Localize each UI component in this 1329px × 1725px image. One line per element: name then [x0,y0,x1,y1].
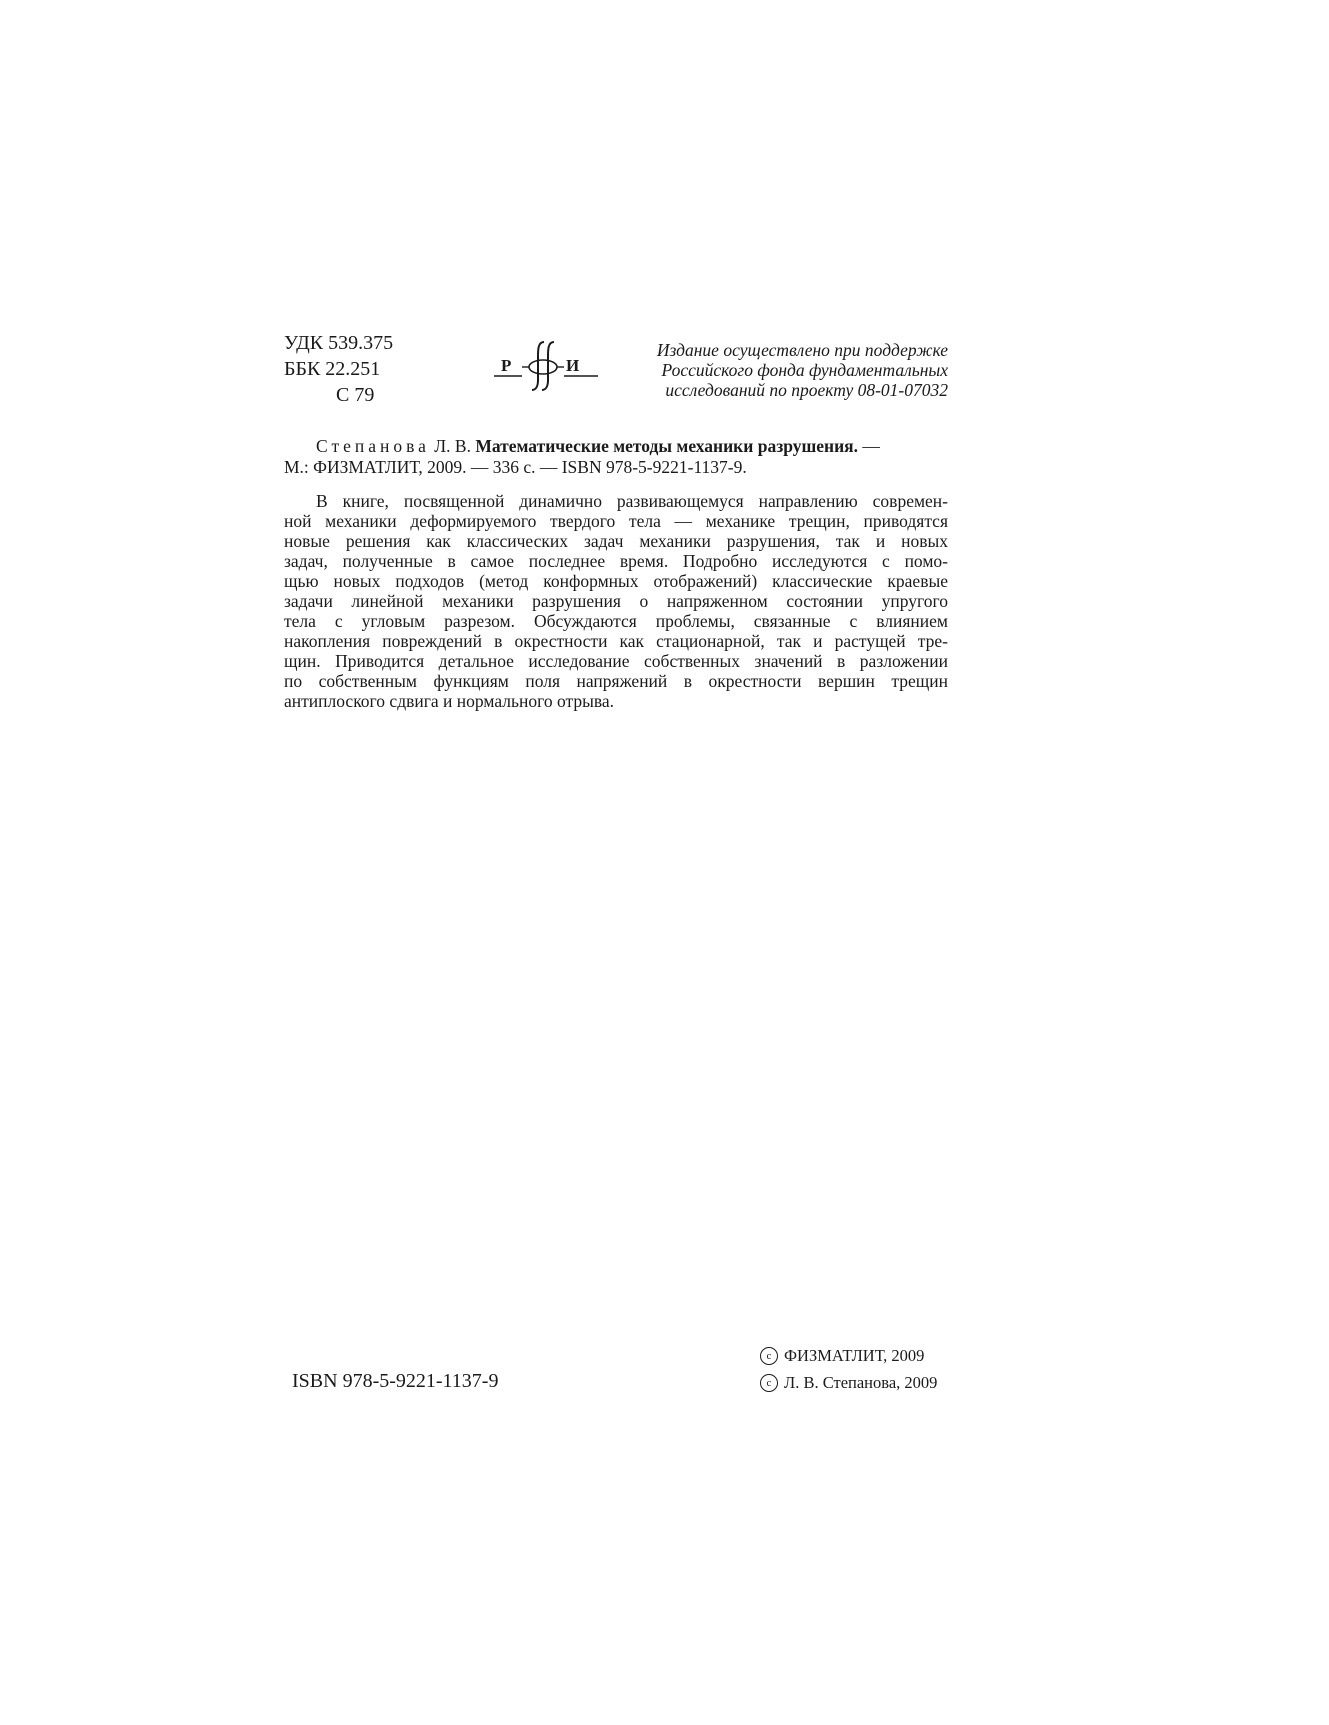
bbk-code: ББК 22.251 [284,358,381,380]
abstract-line: по собственным функциям поля напряжений в окрестности вершин трещин [284,671,948,691]
logo-letter-i: И [566,356,580,375]
abstract-line: В книге, посвященной динамично развивающемуся направлению современ- [316,491,948,511]
copyright-icon: c [760,1347,778,1365]
copyright-publisher-row [760,1342,937,1369]
abstract-line: тела с угловым разрезом. Обсуждаются проблемы, связанные с влиянием [284,611,948,631]
isbn-number: ISBN 978-5-9221-1137-9 [292,1370,499,1392]
abstract-line: щью новых подходов (метод конформных отображений) классические краевые [284,571,948,591]
citation-initials: Л. В. [434,436,471,456]
author-mark: С 79 [336,384,375,406]
udk-code: УДК 539.375 [284,332,394,354]
logo-letter-r: Р [501,356,512,375]
copyright-publisher: ФИЗМАТЛИТ, 2009 [784,1346,925,1365]
abstract-line: новые решения как классических задач механики разрушения, так и новых [284,531,948,551]
bibliographic-citation [284,436,948,478]
grant-line: Российского фонда фундаментальных [661,360,948,380]
citation-dash: — [858,436,880,456]
abstract-line: ной механики деформируемого твердого тела — механике трещин, приводятся [284,511,948,531]
rffi-logo [492,336,602,394]
book-abstract [284,491,948,711]
library-classification [284,330,393,408]
abstract-line: щин. Приводится детальное исследование собственных значений в разложении [284,651,948,671]
grant-line: исследований по проекту 08-01-07032 [665,380,948,400]
citation-line-1 [284,436,948,457]
copyright-author: Л. В. Степанова, 2009 [784,1373,938,1392]
grant-notice [612,340,948,400]
citation-line-2: М.: ФИЗМАТЛИТ, 2009. — 336 с. — ISBN 978-5-9221-1137-9. [284,457,747,477]
abstract-line: задачи линейной механики разрушения о напряженном состоянии упругого [284,591,948,611]
citation-author: Степанова [316,436,430,456]
copyright-author-row [760,1369,937,1396]
book-title: Математические методы механики разрушения. [475,436,859,456]
abstract-line: задач, полученные в самое последнее время. Подробно исследуются с помо- [284,551,948,571]
abstract-line: накопления повреждений в окрестности как стационарной, так и растущей тре- [284,631,948,651]
copyright-block [760,1342,937,1396]
grant-line: Издание осуществлено при поддержке [656,340,948,360]
copyright-icon: c [760,1374,778,1392]
abstract-line: антиплоского сдвига и нормального отрыва. [284,691,615,711]
